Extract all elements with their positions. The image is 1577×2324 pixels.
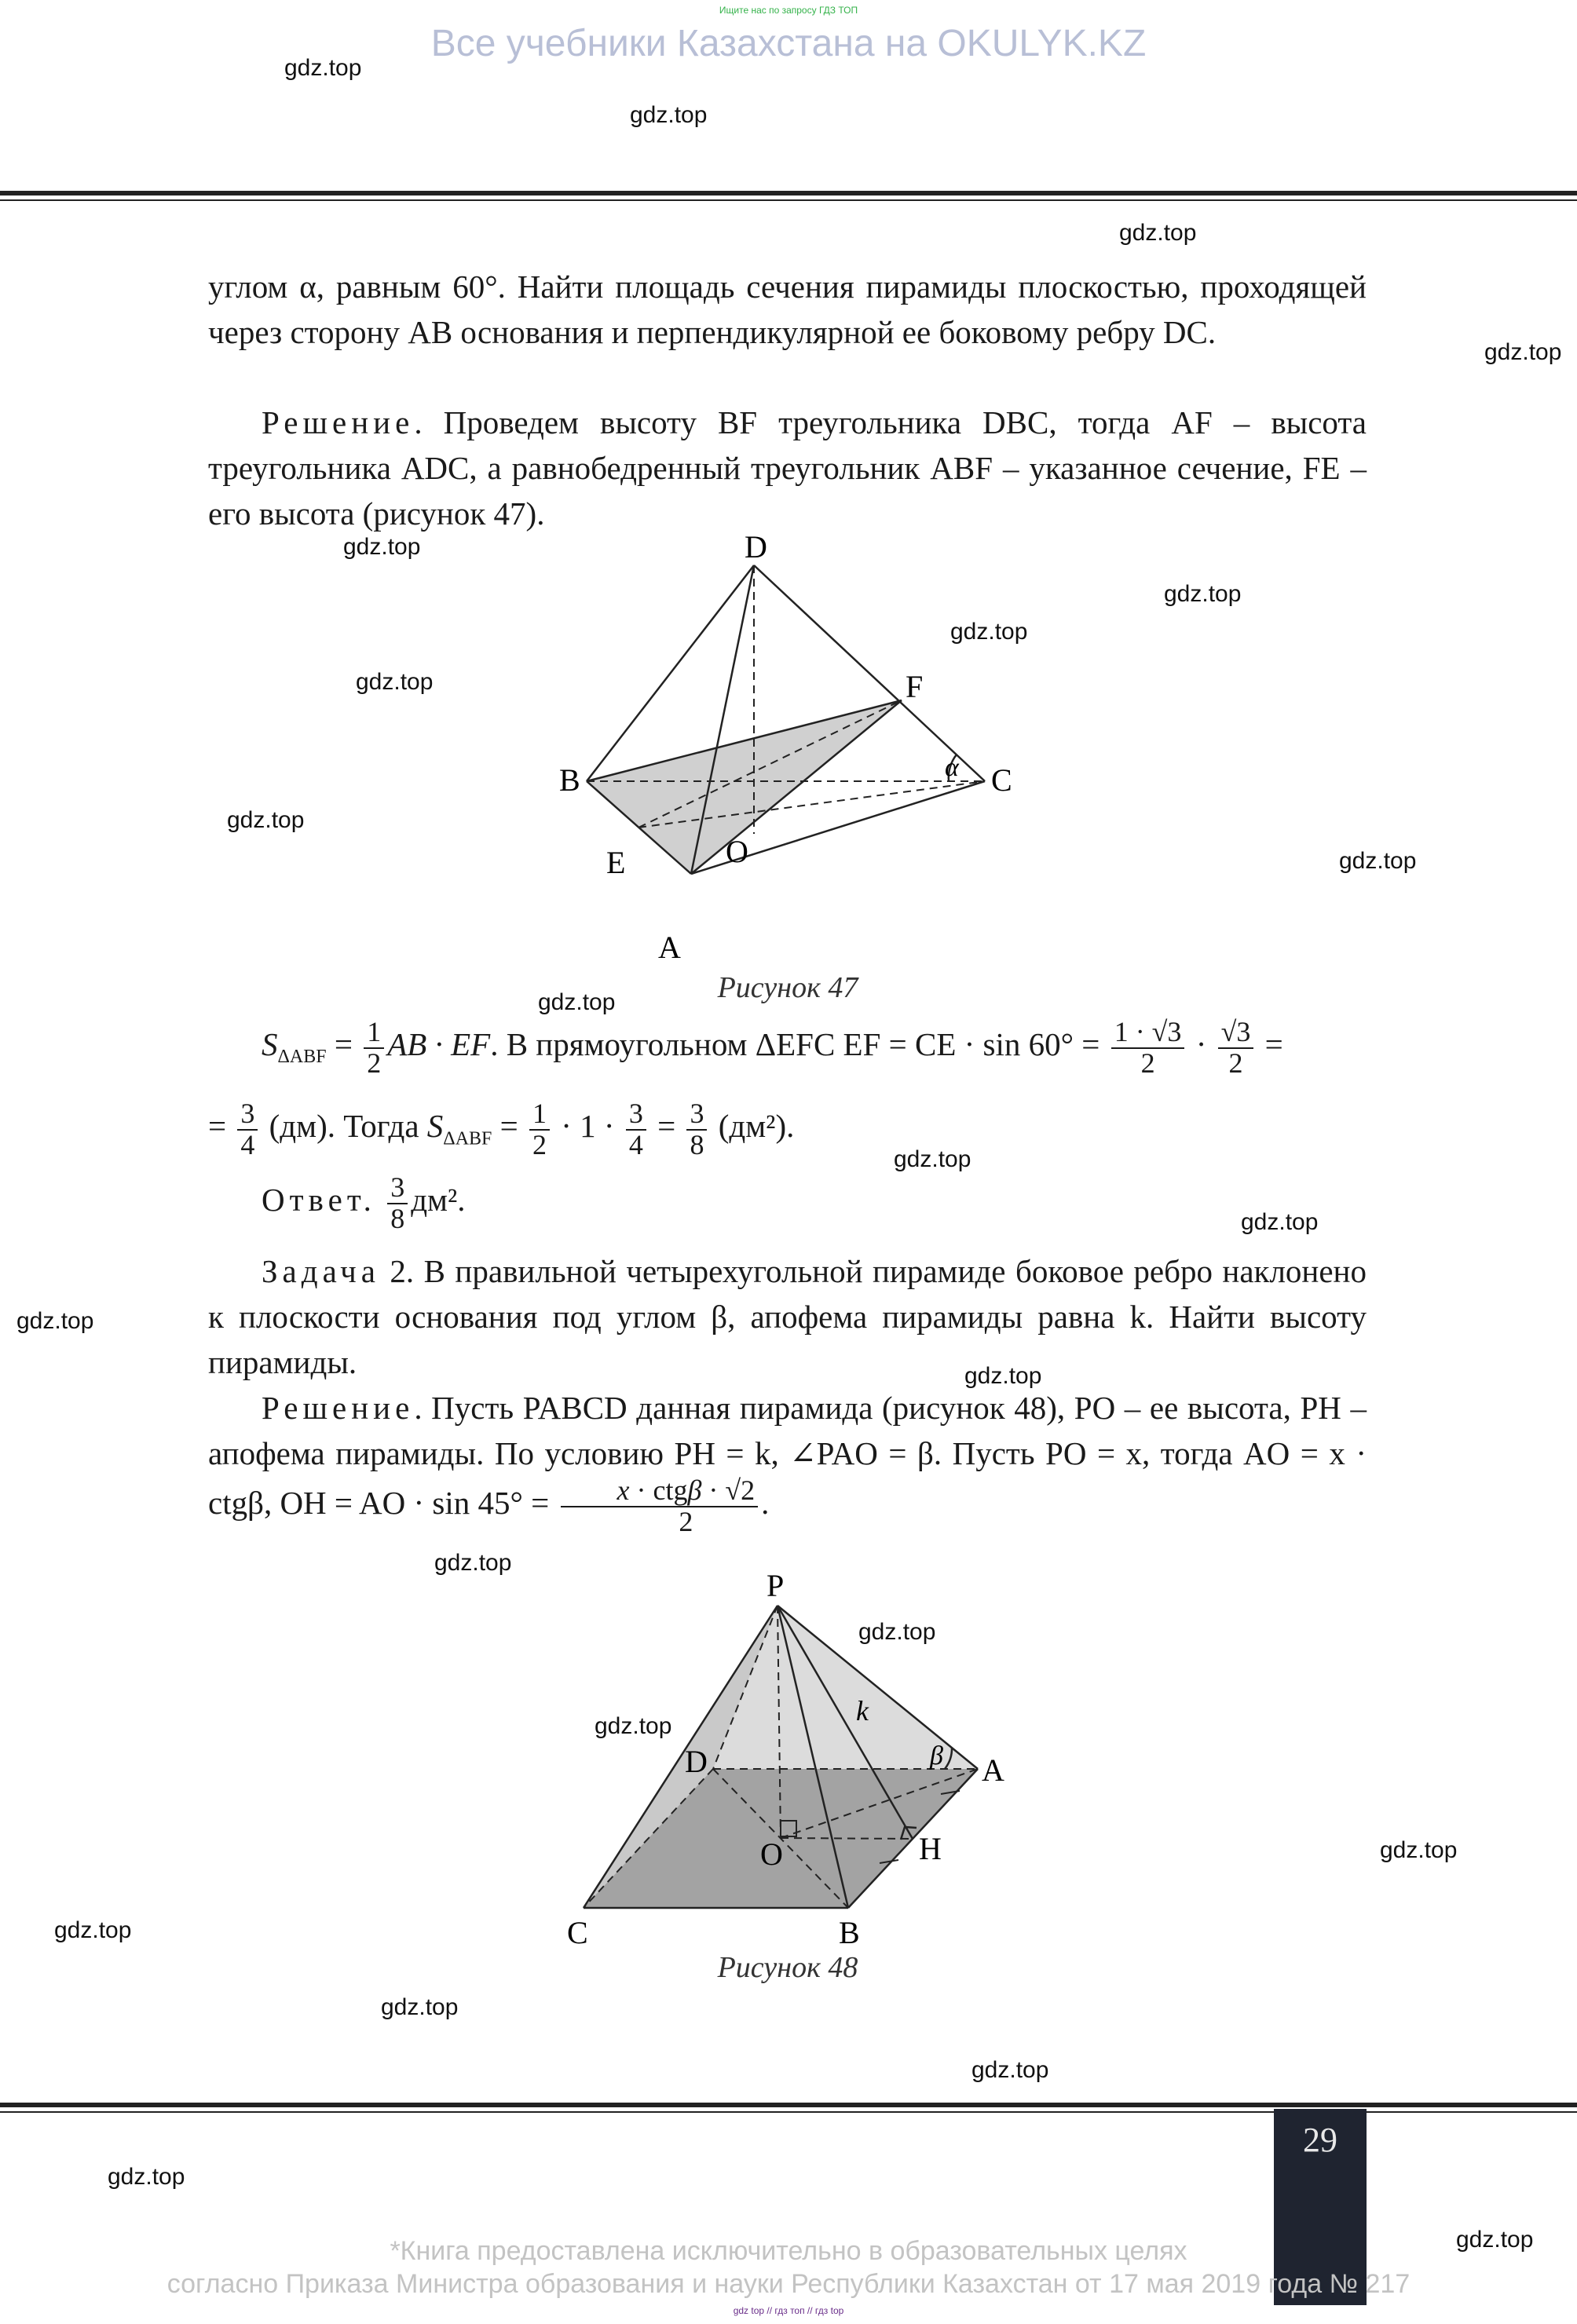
task-2-label: Задача (262, 1253, 380, 1289)
label-E: E (606, 845, 626, 880)
label-D: D (685, 1744, 708, 1779)
figure-47 (542, 534, 1045, 974)
solution-2-text: . Пусть PABCD данная пирамида (рисунок 48), PO – ее высота, PH – апофема пирамиды. По условию PH = k, ∠PAO = β. Пусть PO = x, тогда AO = x · ctgβ, OH = AO · sin 45° = (208, 1390, 1367, 1522)
formula-line-1: $S_{\Delta ABF}$ = $\frac{1}{2}$ AB · EF. В прямоугольном ΔEFC EF = CE · sin 60° = $\frac{1 \cdot √3}{2}$ · $\frac{√3}{2}$ = (262, 1016, 1283, 1079)
figure-47-caption: Рисунок 47 (717, 971, 858, 1004)
watermark: gdz.top (1119, 220, 1197, 246)
area-subscript: ΔABF (277, 1047, 327, 1068)
header-rule (0, 191, 1577, 195)
figure-48-caption: Рисунок 48 (717, 1951, 858, 1984)
watermark: gdz.top (1456, 2227, 1534, 2253)
label-beta: β (930, 1741, 943, 1770)
watermark: gdz.top (356, 669, 434, 695)
answer-label: Ответ. (262, 1182, 376, 1219)
formula-text-1: . В прямоугольном ΔEFC EF = CE · sin 60° = (490, 1026, 1100, 1063)
figure-48 (550, 1558, 1052, 1951)
paragraph-solution-2: Решение. Пусть PABCD данная пирамида (рисунок 48), PO – ее высота, PH – апофема пирамиды. По условию PH = k, ∠PAO = β. Пусть PO = x, тогда AO = x · ctgβ, OH = AO · sin 45° = $\frac{\text{x · ctgβ · √2}}{2}$ . (208, 1390, 1367, 1537)
formula-text-2: (дм). Тогда (269, 1108, 419, 1145)
label-P: P (767, 1568, 785, 1603)
answer-line: Ответ. $\frac{3}{8}$ дм². (262, 1171, 466, 1234)
paragraph-solution-1 (208, 400, 1367, 536)
solution-2-label: Решение (262, 1390, 415, 1426)
label-A: A (982, 1752, 1004, 1788)
watermark: gdz.top (1380, 1837, 1458, 1863)
label-B: B (559, 762, 580, 798)
site-title[interactable]: Все учебники Казахстана на OKULYK.KZ (430, 23, 1147, 64)
watermark: gdz.top (1484, 339, 1562, 365)
label-k: k (856, 1695, 869, 1727)
watermark: gdz.top (108, 2164, 185, 2190)
watermark: gdz.top (381, 1994, 459, 2020)
watermark: gdz.top (343, 534, 421, 560)
watermark: gdz.top (630, 102, 708, 128)
answer-unit: дм². (411, 1182, 466, 1219)
label-B: B (839, 1915, 860, 1950)
page-number: 29 (1303, 2121, 1337, 2159)
watermark: gdz.top (1164, 581, 1242, 607)
watermark: gdz.top (950, 619, 1028, 645)
label-O: O (760, 1836, 783, 1872)
label-F: F (906, 669, 924, 704)
footer-rule (0, 2103, 1577, 2107)
footer-line-1: *Книга предоставлена исключительно в образовательных целях (390, 2236, 1187, 2266)
label-O: O (726, 834, 748, 869)
watermark: gdz.top (858, 1619, 936, 1645)
label-alpha: α (945, 753, 959, 782)
watermark: gdz.top (54, 1917, 132, 1943)
formula-line-2: = $\frac{3}{4}$ (дм). Тогда $S_{\Delta ABF}$ = $\frac{1}{2}$ · 1 · $\frac{3}{4}$ = $\frac{3}{8}$ (дм²). (208, 1098, 795, 1160)
solution-label: Решение (262, 404, 415, 440)
label-D: D (745, 534, 767, 565)
watermark: gdz.top (1241, 1209, 1319, 1235)
watermark: gdz.top (227, 807, 305, 833)
watermark: gdz.top (434, 1550, 512, 1576)
label-H: H (919, 1831, 942, 1866)
paragraph-problem-cont: углом α, равным 60°. Найти площадь сечения пирамиды плоскостью, проходящей через сторону AB основания и перпендикулярной ее боковому ребру DC. (208, 269, 1367, 350)
watermark: gdz.top (1339, 848, 1417, 874)
paragraph-task-2 (208, 1248, 1367, 1385)
label-C: C (567, 1915, 588, 1950)
watermark: gdz.top (971, 2057, 1049, 2083)
header-rule-thin (0, 199, 1577, 201)
top-note: Ищите нас по запросу ГДЗ ТОП (719, 5, 858, 16)
label-C: C (991, 762, 1012, 798)
watermark: gdz.top (964, 1363, 1042, 1389)
watermark: gdz.top (284, 55, 362, 81)
watermark: gdz.top (595, 1713, 672, 1739)
footer-small-links[interactable]: gdz top // гдз топ // гдз top (733, 2305, 844, 2316)
formula-end: (дм²). (718, 1108, 795, 1145)
task-2-text: 2. В правильной четырехугольной пирамиде боковое ребро наклонено к плоскости основания под углом β, апофема пирамиды равна k. Найти высоту пирамиды. (208, 1253, 1367, 1380)
watermark: gdz.top (538, 989, 616, 1015)
watermark: gdz.top (894, 1146, 971, 1172)
watermark: gdz.top (16, 1308, 94, 1334)
label-A: A (658, 930, 681, 965)
solution-text: . Проведем высоту BF треугольника DBC, тогда AF – высота треугольника ADC, а равнобедренный треугольник ABF – указанное сечение, FE – его высота (рисунок 47). (208, 404, 1367, 532)
footer-line-2: согласно Приказа Министра образования и науки Республики Казахстан от 17 мая 2019 года № 217 (166, 2269, 1411, 2299)
